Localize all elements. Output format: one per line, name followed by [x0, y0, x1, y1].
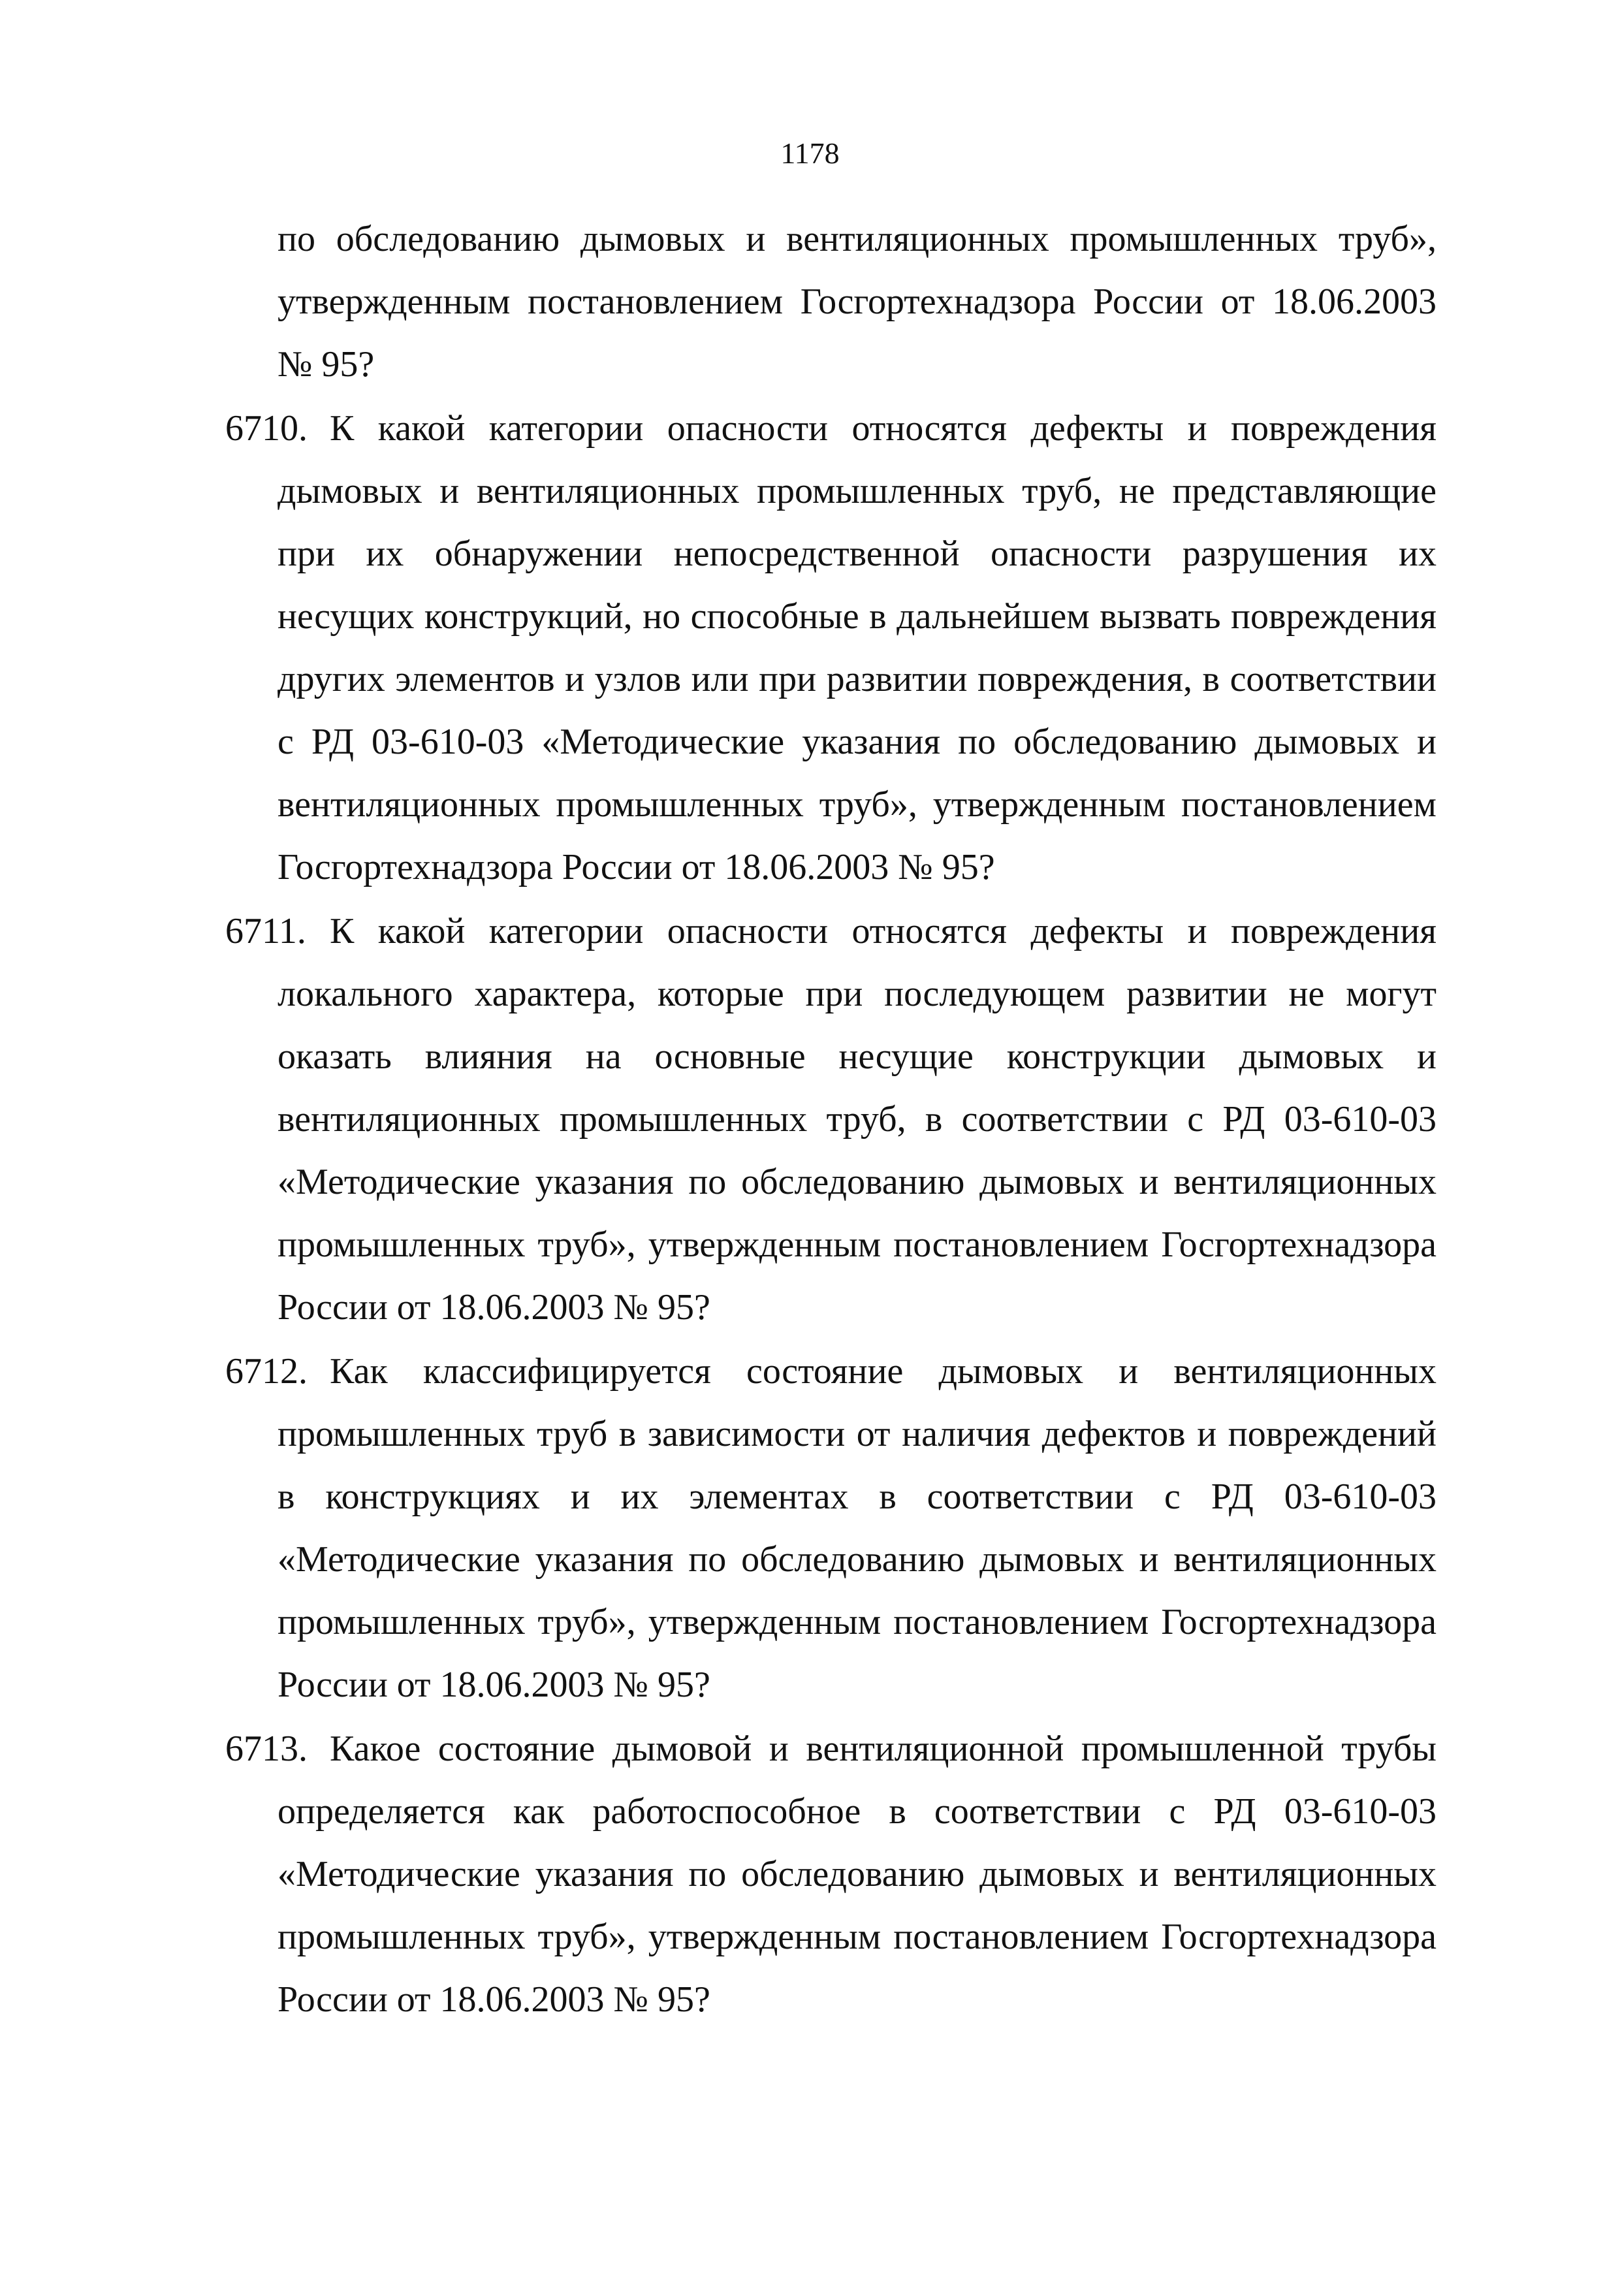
question-text: К какой категории опасности относятся дефекты и повреждения дымовых и вентиляционных промышленных труб, не представляющие при их обнаружении непосредственной опасности разрушения их несущих конструкций, но способные в дальнейшем вызвать повреждения других элементов и узлов или при развитии повреждения, в соответствии с РД 03-610-03 «Методические указания по обследованию дымовых и вентиляционных промышленных труб», утвержденным постановлением Госгортехнадзора России от 18.06.2003 № 95?	[278, 408, 1437, 887]
question-number: 6710.	[225, 408, 308, 449]
question-text: Какое состояние дымовой и вентиляционной промышленной трубы определяется как работоспособное в соответствии с РД 03-610-03 «Методические указания по обследованию дымовых и вентиляционных промышленных труб», утвержденным постановлением Госгортехнадзора России от 18.06.2003 № 95?	[278, 1729, 1437, 2020]
page-content	[225, 208, 1437, 2031]
question-number: 6712.	[225, 1351, 308, 1392]
question-number: 6713.	[225, 1729, 308, 1769]
question-number: 6711.	[225, 911, 306, 951]
question-item	[225, 397, 1437, 899]
question-text: К какой категории опасности относятся дефекты и повреждения локального характера, которые при последующем развитии не могут оказать влияния на основные несущие конструкции дымовых и вентиляционных промышленных труб, в соответствии с РД 03-610-03 «Методические указания по обследованию дымовых и вентиляционных промышленных труб», утвержденным постановлением Госгортехнадзора России от 18.06.2003 № 95?	[278, 911, 1437, 1328]
question-item	[225, 1340, 1437, 1716]
continued-question-text: по обследованию дымовых и вентиляционных промышленных труб», утвержденным постановлением Госгортехнадзора России от 18.06.2003 № 95?	[278, 219, 1437, 385]
question-item	[225, 900, 1437, 1339]
question-text: Как классифицируется состояние дымовых и вентиляционных промышленных труб в зависимости от наличия дефектов и повреждений в конструкциях и их элементах в соответствии с РД 03-610-03 «Методические указания по обследованию дымовых и вентиляционных промышленных труб», утвержденным постановлением Госгортехнадзора России от 18.06.2003 № 95?	[278, 1351, 1437, 1705]
question-item	[225, 1717, 1437, 2031]
page-number: 1178	[780, 136, 840, 170]
